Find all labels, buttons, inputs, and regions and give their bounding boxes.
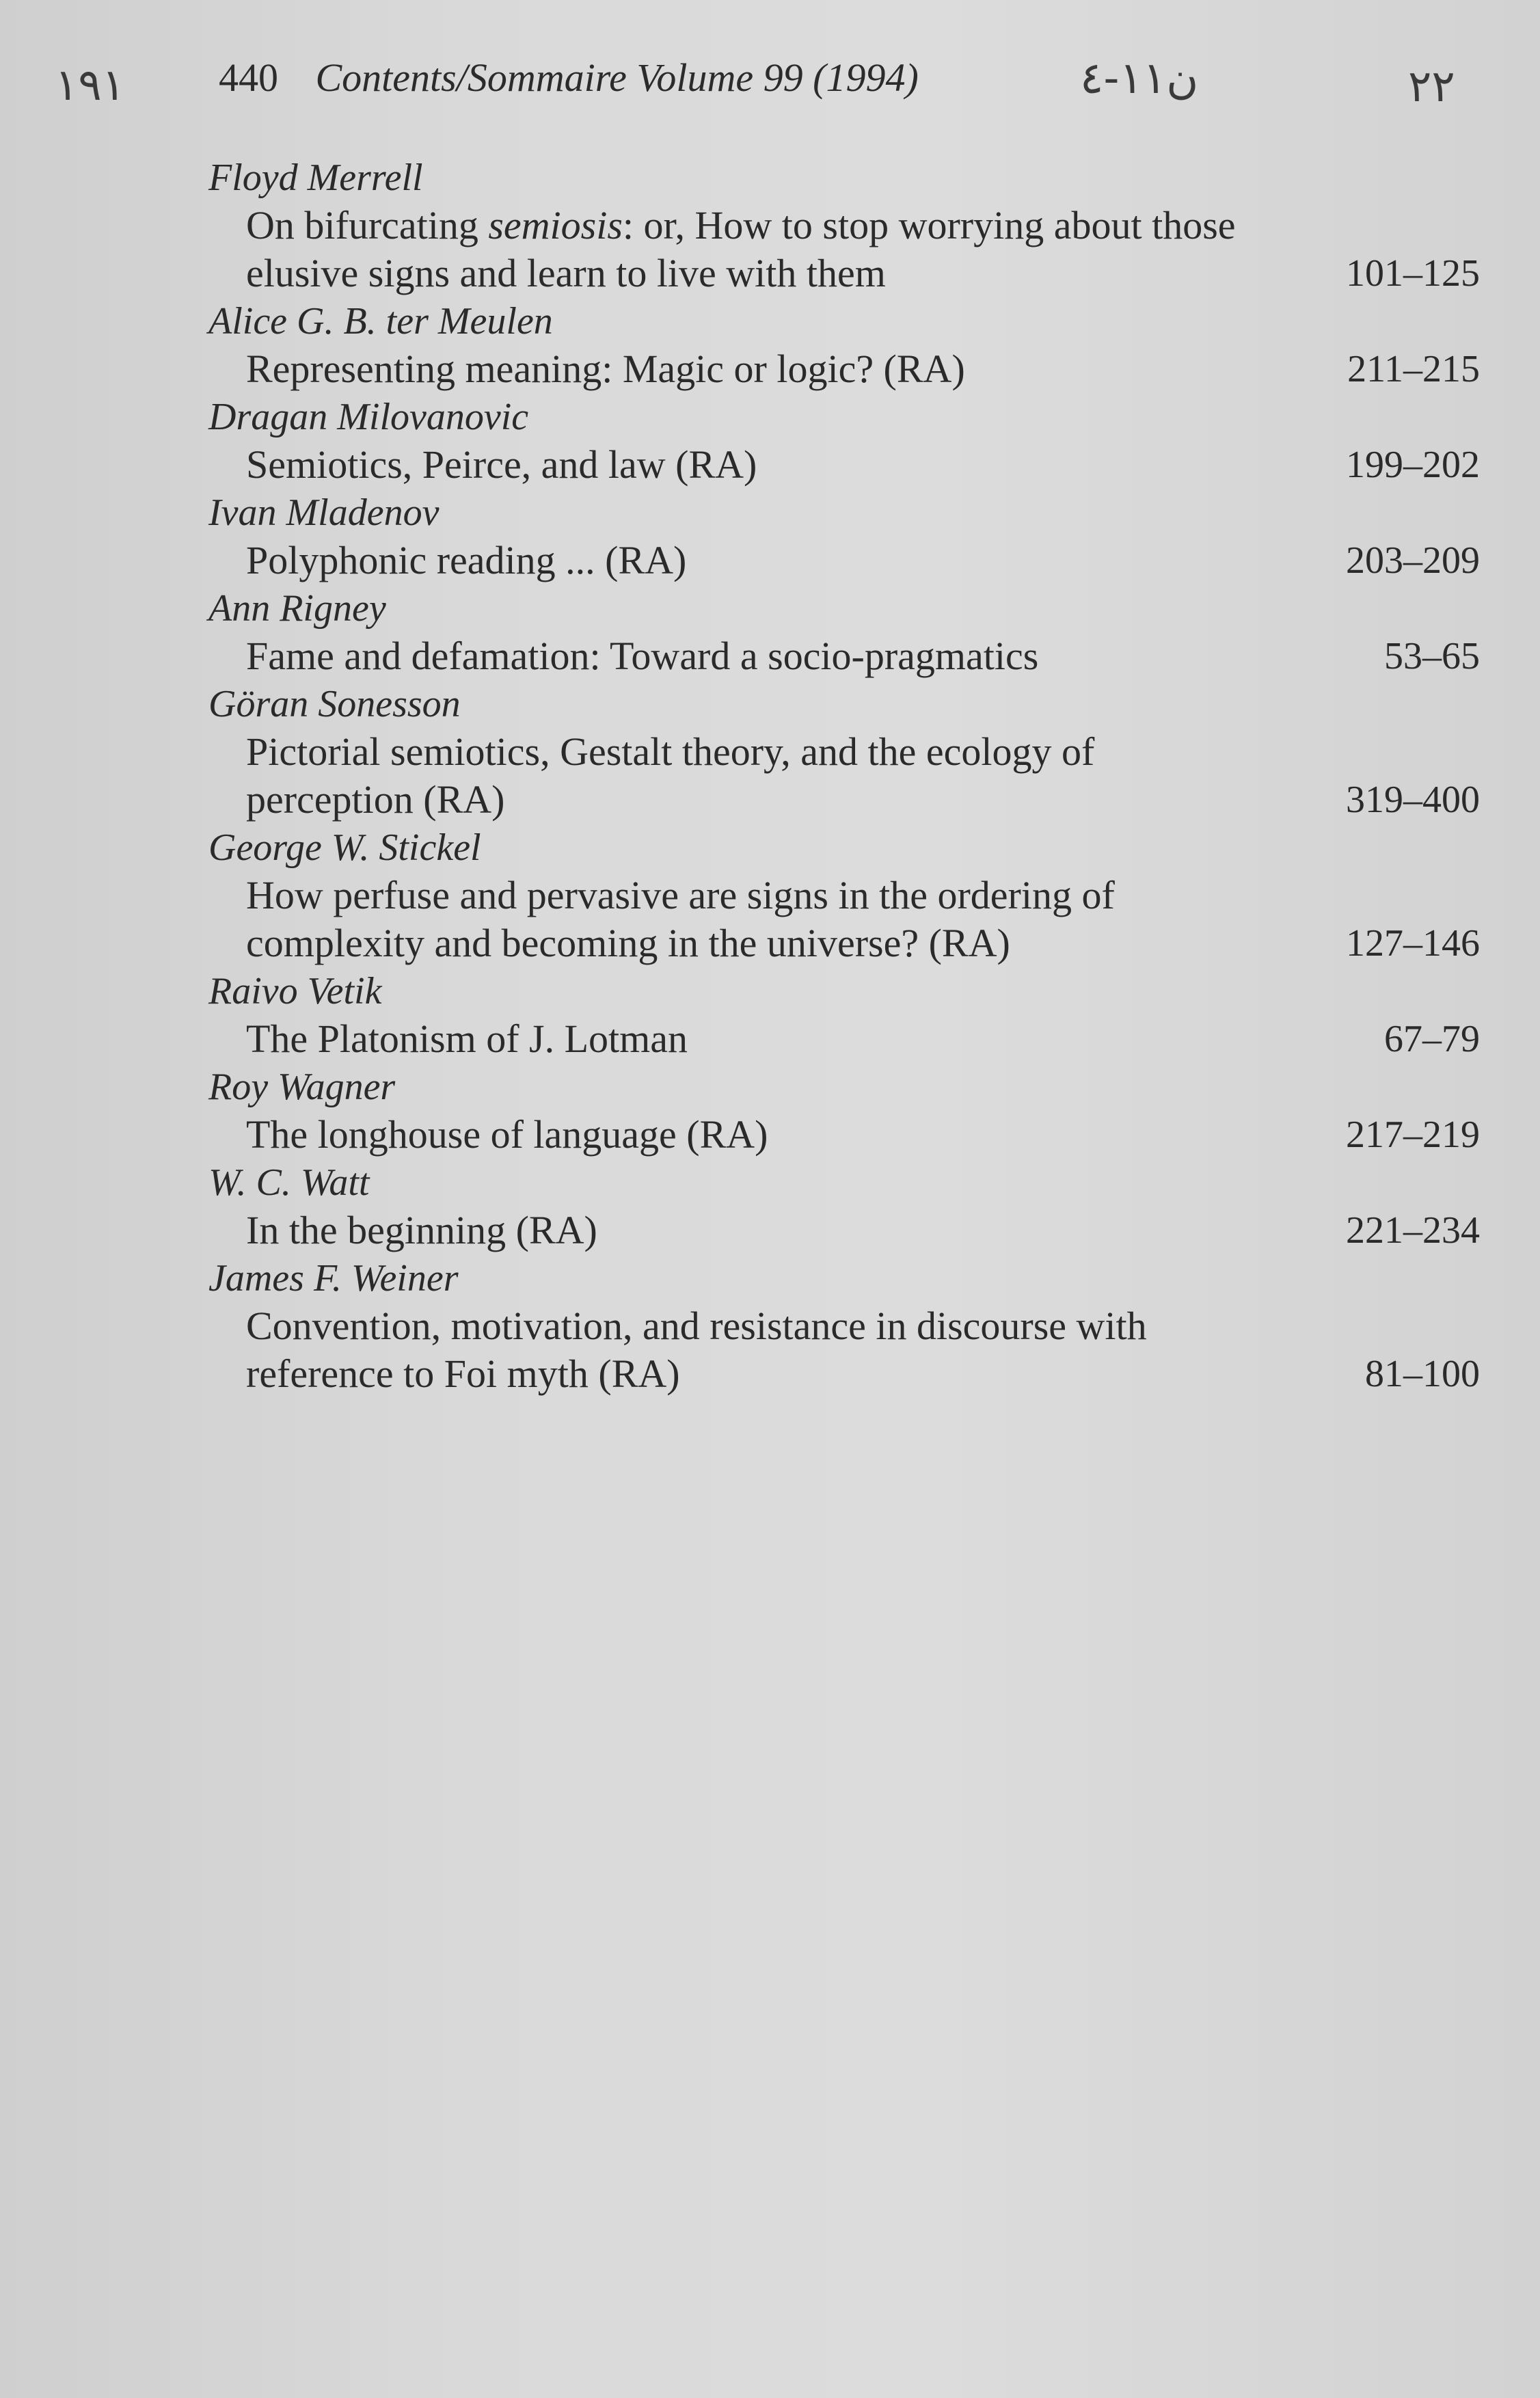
entry-title-row (208, 728, 1480, 824)
entry-pages: 81–100 (1365, 1353, 1480, 1395)
contents-list (208, 154, 1480, 1398)
contents-entry (208, 154, 1480, 297)
entry-title-row (208, 1015, 1480, 1063)
entry-title: Representing meaning: Magic or logic? (RA) (246, 347, 965, 391)
entry-title-row (208, 1207, 1480, 1254)
entry-pages: 211–215 (1347, 348, 1480, 390)
entry-title: Convention, motivation, and resistance in discourse with reference to Foi myth (RA) (246, 1304, 1147, 1396)
entry-author: Raivo Vetik (208, 970, 382, 1012)
entry-title: The longhouse of language (RA) (246, 1112, 768, 1157)
contents-entry (208, 1159, 1480, 1254)
contents-entry (208, 489, 1480, 584)
handwritten-note-middle: ن١١-٤ (1080, 53, 1199, 104)
contents-entry (208, 393, 1480, 489)
entry-author: James F. Weiner (208, 1257, 459, 1299)
handwritten-note-right: ٢٢ (1408, 62, 1455, 112)
contents-entry (208, 680, 1480, 824)
entry-author: Floyd Merrell (208, 157, 423, 199)
contents-entry (208, 1254, 1480, 1398)
entry-author: Ann Rigney (208, 587, 386, 630)
entry-author: Göran Sonesson (208, 683, 461, 725)
entry-title: Semiotics, Peirce, and law (RA) (246, 442, 757, 487)
entry-title-row (208, 632, 1480, 680)
handwritten-note-left: ١٩١ (55, 60, 126, 111)
entry-title: How perfuse and pervasive are signs in the ordering of complexity and becoming in the universe? (RA) (246, 873, 1115, 965)
entry-title-row (208, 202, 1480, 297)
entry-title: Polyphonic reading ... (RA) (246, 538, 687, 582)
entry-title: Pictorial semiotics, Gestalt theory, and the ecology of perception (RA) (246, 729, 1095, 822)
entry-title-row (208, 441, 1480, 489)
entry-title-row (208, 1111, 1480, 1159)
entry-title-row (208, 537, 1480, 584)
entry-title-row (208, 872, 1480, 967)
entry-author: Roy Wagner (208, 1066, 396, 1108)
entry-pages: 199–202 (1346, 444, 1480, 486)
running-title: Contents/Sommaire Volume 99 (1994) (315, 55, 919, 100)
page-number: 440 (219, 55, 278, 100)
entry-pages: 67–79 (1384, 1018, 1480, 1060)
entry-pages: 53–65 (1384, 635, 1480, 677)
entry-title: On bifurcating semiosis: or, How to stop worrying about those elusive signs and learn to live with them (246, 203, 1236, 295)
entry-title-row (208, 345, 1480, 393)
entry-title-row (208, 1302, 1480, 1398)
entry-pages: 203–209 (1346, 539, 1480, 582)
entry-author: Alice G. B. ter Meulen (208, 300, 553, 342)
running-header (219, 55, 919, 100)
entry-author: Dragan Milovanovic (208, 396, 529, 438)
entry-title: In the beginning (RA) (246, 1208, 597, 1252)
contents-entry (208, 584, 1480, 680)
entry-author: Ivan Mladenov (208, 491, 440, 534)
entry-pages: 101–125 (1346, 252, 1480, 295)
entry-author: George W. Stickel (208, 826, 481, 869)
contents-entry (208, 967, 1480, 1063)
entry-pages: 319–400 (1346, 779, 1480, 821)
contents-entry (208, 1063, 1480, 1159)
entry-pages: 127–146 (1346, 922, 1480, 965)
entry-title: Fame and defamation: Toward a socio-pragmatics (246, 634, 1039, 678)
contents-entry (208, 297, 1480, 393)
contents-entry (208, 824, 1480, 967)
entry-pages: 221–234 (1346, 1209, 1480, 1252)
entry-author: W. C. Watt (208, 1161, 370, 1204)
entry-pages: 217–219 (1346, 1114, 1480, 1156)
entry-title: The Platonism of J. Lotman (246, 1016, 688, 1061)
